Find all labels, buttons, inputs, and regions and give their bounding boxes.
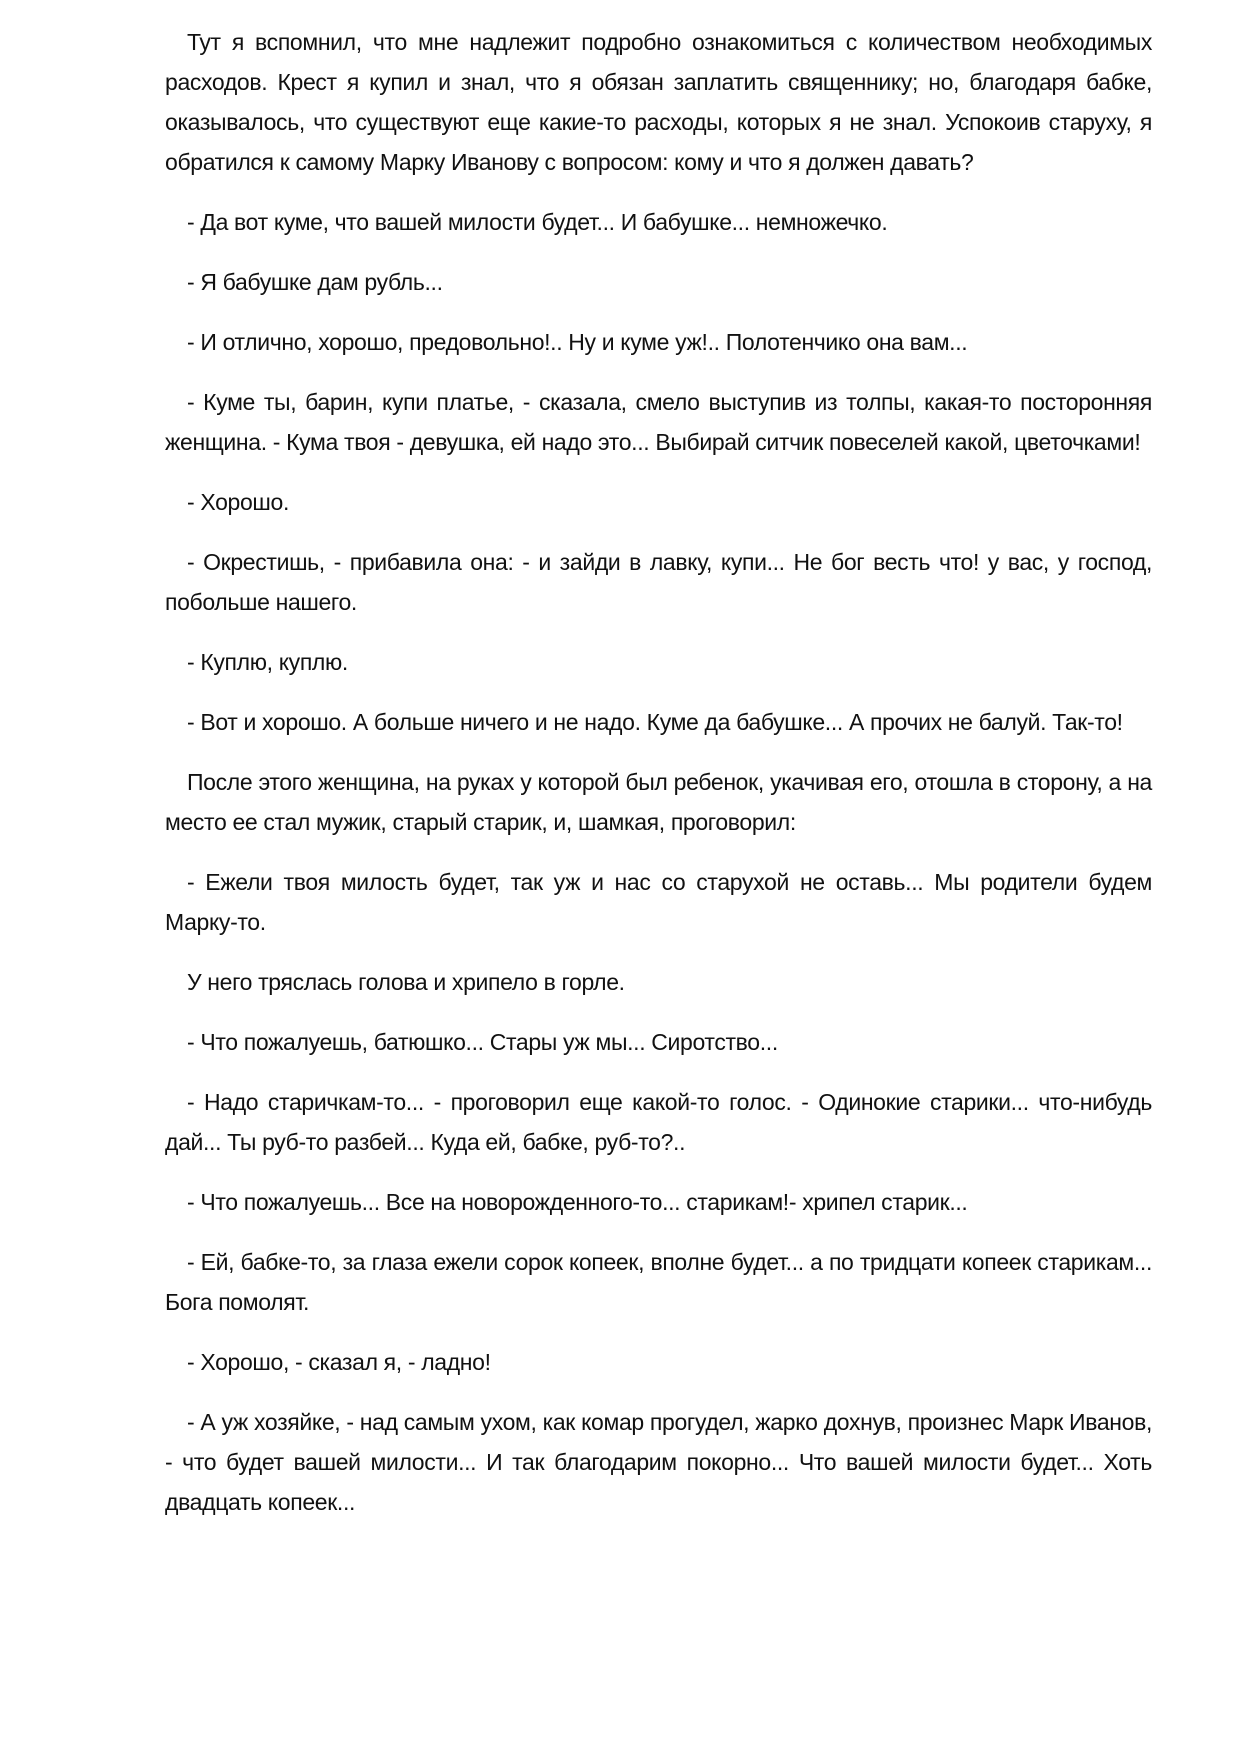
paragraph: Тут я вспомнил, что мне надлежит подробно ознакомиться с количеством необходимых расходов. Крест я купил и знал, что я обязан заплатить священнику; но, благодаря бабке, оказывалось, что существуют еще какие-то расходы, которых я не знал. Успокоив старуху, я обратился к самому Марку Иванову с вопросом: кому и что я должен давать? bbox=[165, 29, 1152, 175]
paragraph: - Да вот куме, что вашей милости будет... И бабушке... немножечко. bbox=[187, 209, 888, 235]
paragraph: - Я бабушке дам рубль... bbox=[187, 269, 443, 295]
paragraph: - Надо старичкам-то... - проговорил еще какой-то голос. - Одинокие старики... что-нибудь дай... Ты руб-то разбей... Куда ей, бабке, руб-то?.. bbox=[165, 1089, 1152, 1155]
paragraph: - Ежели твоя милость будет, так уж и нас со старухой не оставь... Мы родители будем Марку-то. bbox=[165, 869, 1152, 935]
paragraph: У него тряслась голова и хрипело в горле. bbox=[187, 969, 625, 995]
paragraph: - Хорошо, - сказал я, - ладно! bbox=[187, 1349, 491, 1375]
paragraph: - Что пожалуешь... Все на новорожденного-то... старикам!- хрипел старик... bbox=[187, 1189, 968, 1215]
paragraph: - Вот и хорошо. А больше ничего и не надо. Куме да бабушке... А прочих не балуй. Так-то! bbox=[187, 709, 1123, 735]
paragraph: - Окрестишь, - прибавила она: - и зайди в лавку, купи... Не бог весть что! у вас, у господ, побольше нашего. bbox=[165, 549, 1152, 615]
paragraph: - Ей, бабке-то, за глаза ежели сорок копеек, вполне будет... а по тридцати копеек старикам... Бога помолят. bbox=[165, 1249, 1152, 1315]
text-body bbox=[165, 22, 1152, 1522]
paragraph: - Куме ты, барин, купи платье, - сказала, смело выступив из толпы, какая-то посторонняя женщина. - Кума твоя - девушка, ей надо это... Выбирай ситчик повеселей какой, цветочками! bbox=[165, 389, 1152, 455]
paragraph: После этого женщина, на руках у которой был ребенок, укачивая его, отошла в сторону, а на место ее стал мужик, старый старик, и, шамкая, проговорил: bbox=[165, 769, 1152, 835]
paragraph: - Хорошо. bbox=[187, 489, 289, 515]
paragraph: - И отлично, хорошо, предовольно!.. Ну и куме уж!.. Полотенчико она вам... bbox=[187, 329, 968, 355]
paragraph: - А уж хозяйке, - над самым ухом, как комар прогудел, жарко дохнув, произнес Марк Иванов, - что будет вашей милости... И так благодарим покорно... Что вашей милости будет... Хоть двадцать копеек... bbox=[165, 1409, 1152, 1515]
paragraph: - Куплю, куплю. bbox=[187, 649, 348, 675]
paragraph: - Что пожалуешь, батюшко... Стары уж мы... Сиротство... bbox=[187, 1029, 778, 1055]
